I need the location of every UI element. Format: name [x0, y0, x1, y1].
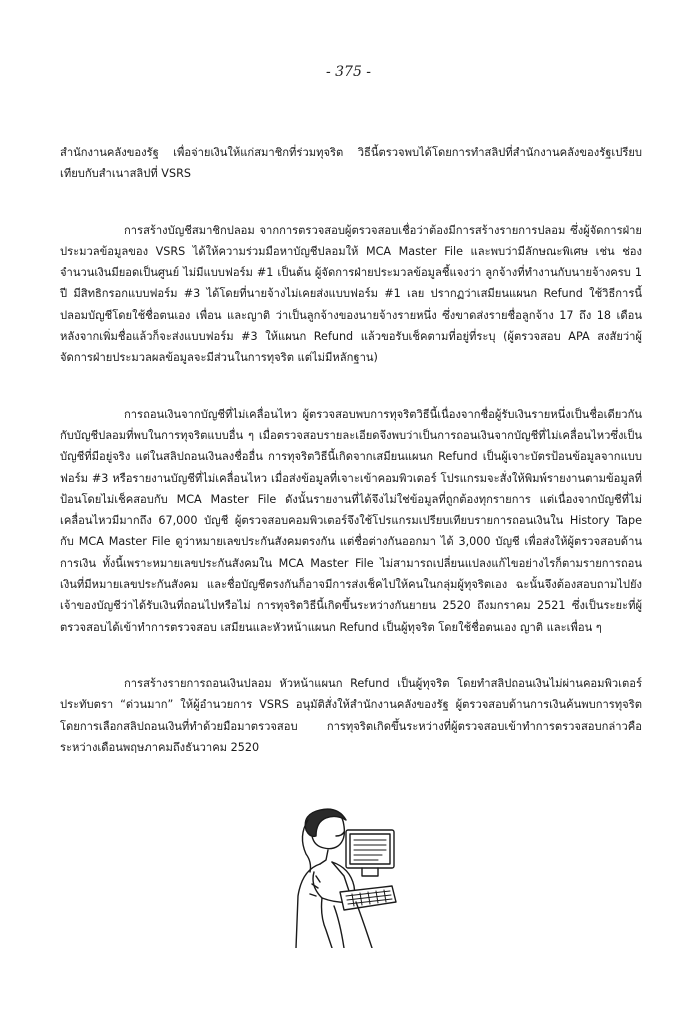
paragraph-fake-accounts: การสร้างบัญชีสมาชิกปลอม จากการตรวจสอบผู้ตรวจสอบเชื่อว่าต้องมีการสร้างรายการปลอม ซึ่งผู้จัดการฝ่ายประมวลข้อมูลของ VSRS ได้ให้ความร่วมมือหาบัญชีปลอมให้ MCA Master File และพบว่ามีลักษณะพิเศษ เช่น ช่องจำนวนเงินมียอดเป็นศูนย์ ไม่มีแบบฟอร์ม #1 เป็นต้น ผู้จัดการฝ่ายประมวลข้อมูลชี้แจงว่า ลูกจ้างที่ทำงานกับนายจ้างครบ 1 ปี มีสิทธิกรอกแบบฟอร์ม #3 ได้โดยที่นายจ้างไม่เคยส่งแบบฟอร์ม #1 เลย ปรากฏว่าเสมียนแผนก Refund ใช้วิธีการนี้ปลอมบัญชีโดยใช้ชื่อตนเอง เพื่อน และญาติ ว่าเป็นลูกจ้างของนายจ้างรายหนึ่ง ซึ่งขาดส่งรายชื่อลูกจ้าง 17 ถึง 18 เดือน หลังจากเพิ่มชื่อแล้วก็จะส่งแบบฟอร์ม #3 ให้แผนก Refund แล้วขอรับเช็คตามที่อยู่ที่ระบุ (ผู้ตรวจสอบ APA สงสัยว่าผู้จัดการฝ่ายประมวลผลข้อมูลจะมีส่วนในการทุจริต แต่ไม่มีหลักฐาน) — [60, 223, 642, 365]
person-at-computer-icon — [292, 806, 398, 948]
page-number: - 375 - — [325, 64, 372, 80]
paragraph-dormant-accounts: การถอนเงินจากบัญชีที่ไม่เคลื่อนไหว ผู้ตรวจสอบพบการทุจริตวิธีนี้เนื่องจากชื่อผู้รับเงินรายหนึ่งเป็นชื่อเดียวกันกับบัญชีปลอมที่พบในการทุจริตแบบอื่น ๆ เมื่อตรวจสอบรายละเอียดจึงพบว่าเป็นการถอนเงินจากบัญชีที่ไม่เคลื่อนไหวซึ่งเป็นบัญชีที่มีอยู่จริง แต่ในสลิปถอนเงินลงชื่ออื่น การทุจริตวิธีนี้เกิดจากเสมียนแผนก Refund เป็นผู้เจาะบัตรป้อนข้อมูลจากแบบฟอร์ม #3 หรือรายงานบัญชีที่ไม่เคลื่อนไหว เมื่อส่งข้อมูลที่เจาะเข้าคอมพิวเตอร์ โปรแกรมจะสั่งให้พิมพ์รายงานตามข้อมูลที่ป้อนโดยไม่เช็คสอบกับ MCA Master File ดังนั้นรายงานที่ได้จึงไม่ใช่ข้อมูลที่ถูกต้องทุกรายการ แต่เนื่องจากบัญชีที่ไม่เคลื่อนไหวมีมากถึง 67,000 บัญชี ผู้ตรวจสอบคอมพิวเตอร์จึงใช้โปรแกรมเปรียบเทียบรายการถอนเงินใน History Tape กับ MCA Master File ดูว่าหมายเลขประกันสังคมตรงกัน แต่ชื่อต่างกันออกมา ได้ 3,000 บัญชี เพื่อส่งให้ผู้ตรวจสอบด้านการเงิน ทั้งนี้เพราะหมายเลขประกันสังคมใน MCA Master File ไม่สามารถเปลี่ยนแปลงแก้ไขอย่างไรก็ตามรายการถอนเงินที่มีหมายเลขประกันสังคม และชื่อบัญชีตรงกันก็อาจมีการส่งเช็คไปให้คนในกลุ่มผู้ทุจริตเอง ฉะนั้นจึงต้องสอบถามไปยังเจ้าของบัญชีว่าได้รับเงินที่ถอนไปหรือไม่ การทุจริตวิธีนี้เกิดขึ้นระหว่างกันยายน 2520 ถึงมกราคม 2521 ซึ่งเป็นระยะที่ผู้ตรวจสอบได้เข้าทำการตรวจสอบ เสมียนและหัวหน้าแผนก Refund เป็นผู้ทุจริต โดยใช้ชื่อตนเอง ญาติ และเพื่อน ๆ — [60, 407, 642, 634]
paragraph-continuation: สำนักงานคลังของรัฐ เพื่อจ่ายเงินให้แก่สมาชิกที่ร่วมทุจริต วิธีนี้ตรวจพบได้โดยการทำสลิปที่สำนักงานคลังของรัฐเปรียบเทียบกับสำเนาสลิปที่ VSRS — [60, 146, 642, 181]
paragraph-fake-withdrawals: การสร้างรายการถอนเงินปลอม หัวหน้าแผนก Refund เป็นผู้ทุจริต โดยทำสลิปถอนเงินไม่ผ่านคอมพิวเตอร์ ประทับตรา “ด่วนมาก” ให้ผู้อำนวยการ VSRS อนุมัติสั่งให้สำนักงานคลังของรัฐ ผู้ตรวจสอบด้านการเงินค้นพบการทุจริตโดยการเลือกสลิปถอนเงินที่ทำด้วยมือมาตรวจสอบ การทุจริตเกิดขึ้นระหว่างที่ผู้ตรวจสอบเข้าทำการตรวจสอบกล่าวคือ ระหว่างเดือนพฤษภาคมถึงธันวาคม 2520 — [60, 676, 642, 754]
body-text — [60, 142, 642, 793]
